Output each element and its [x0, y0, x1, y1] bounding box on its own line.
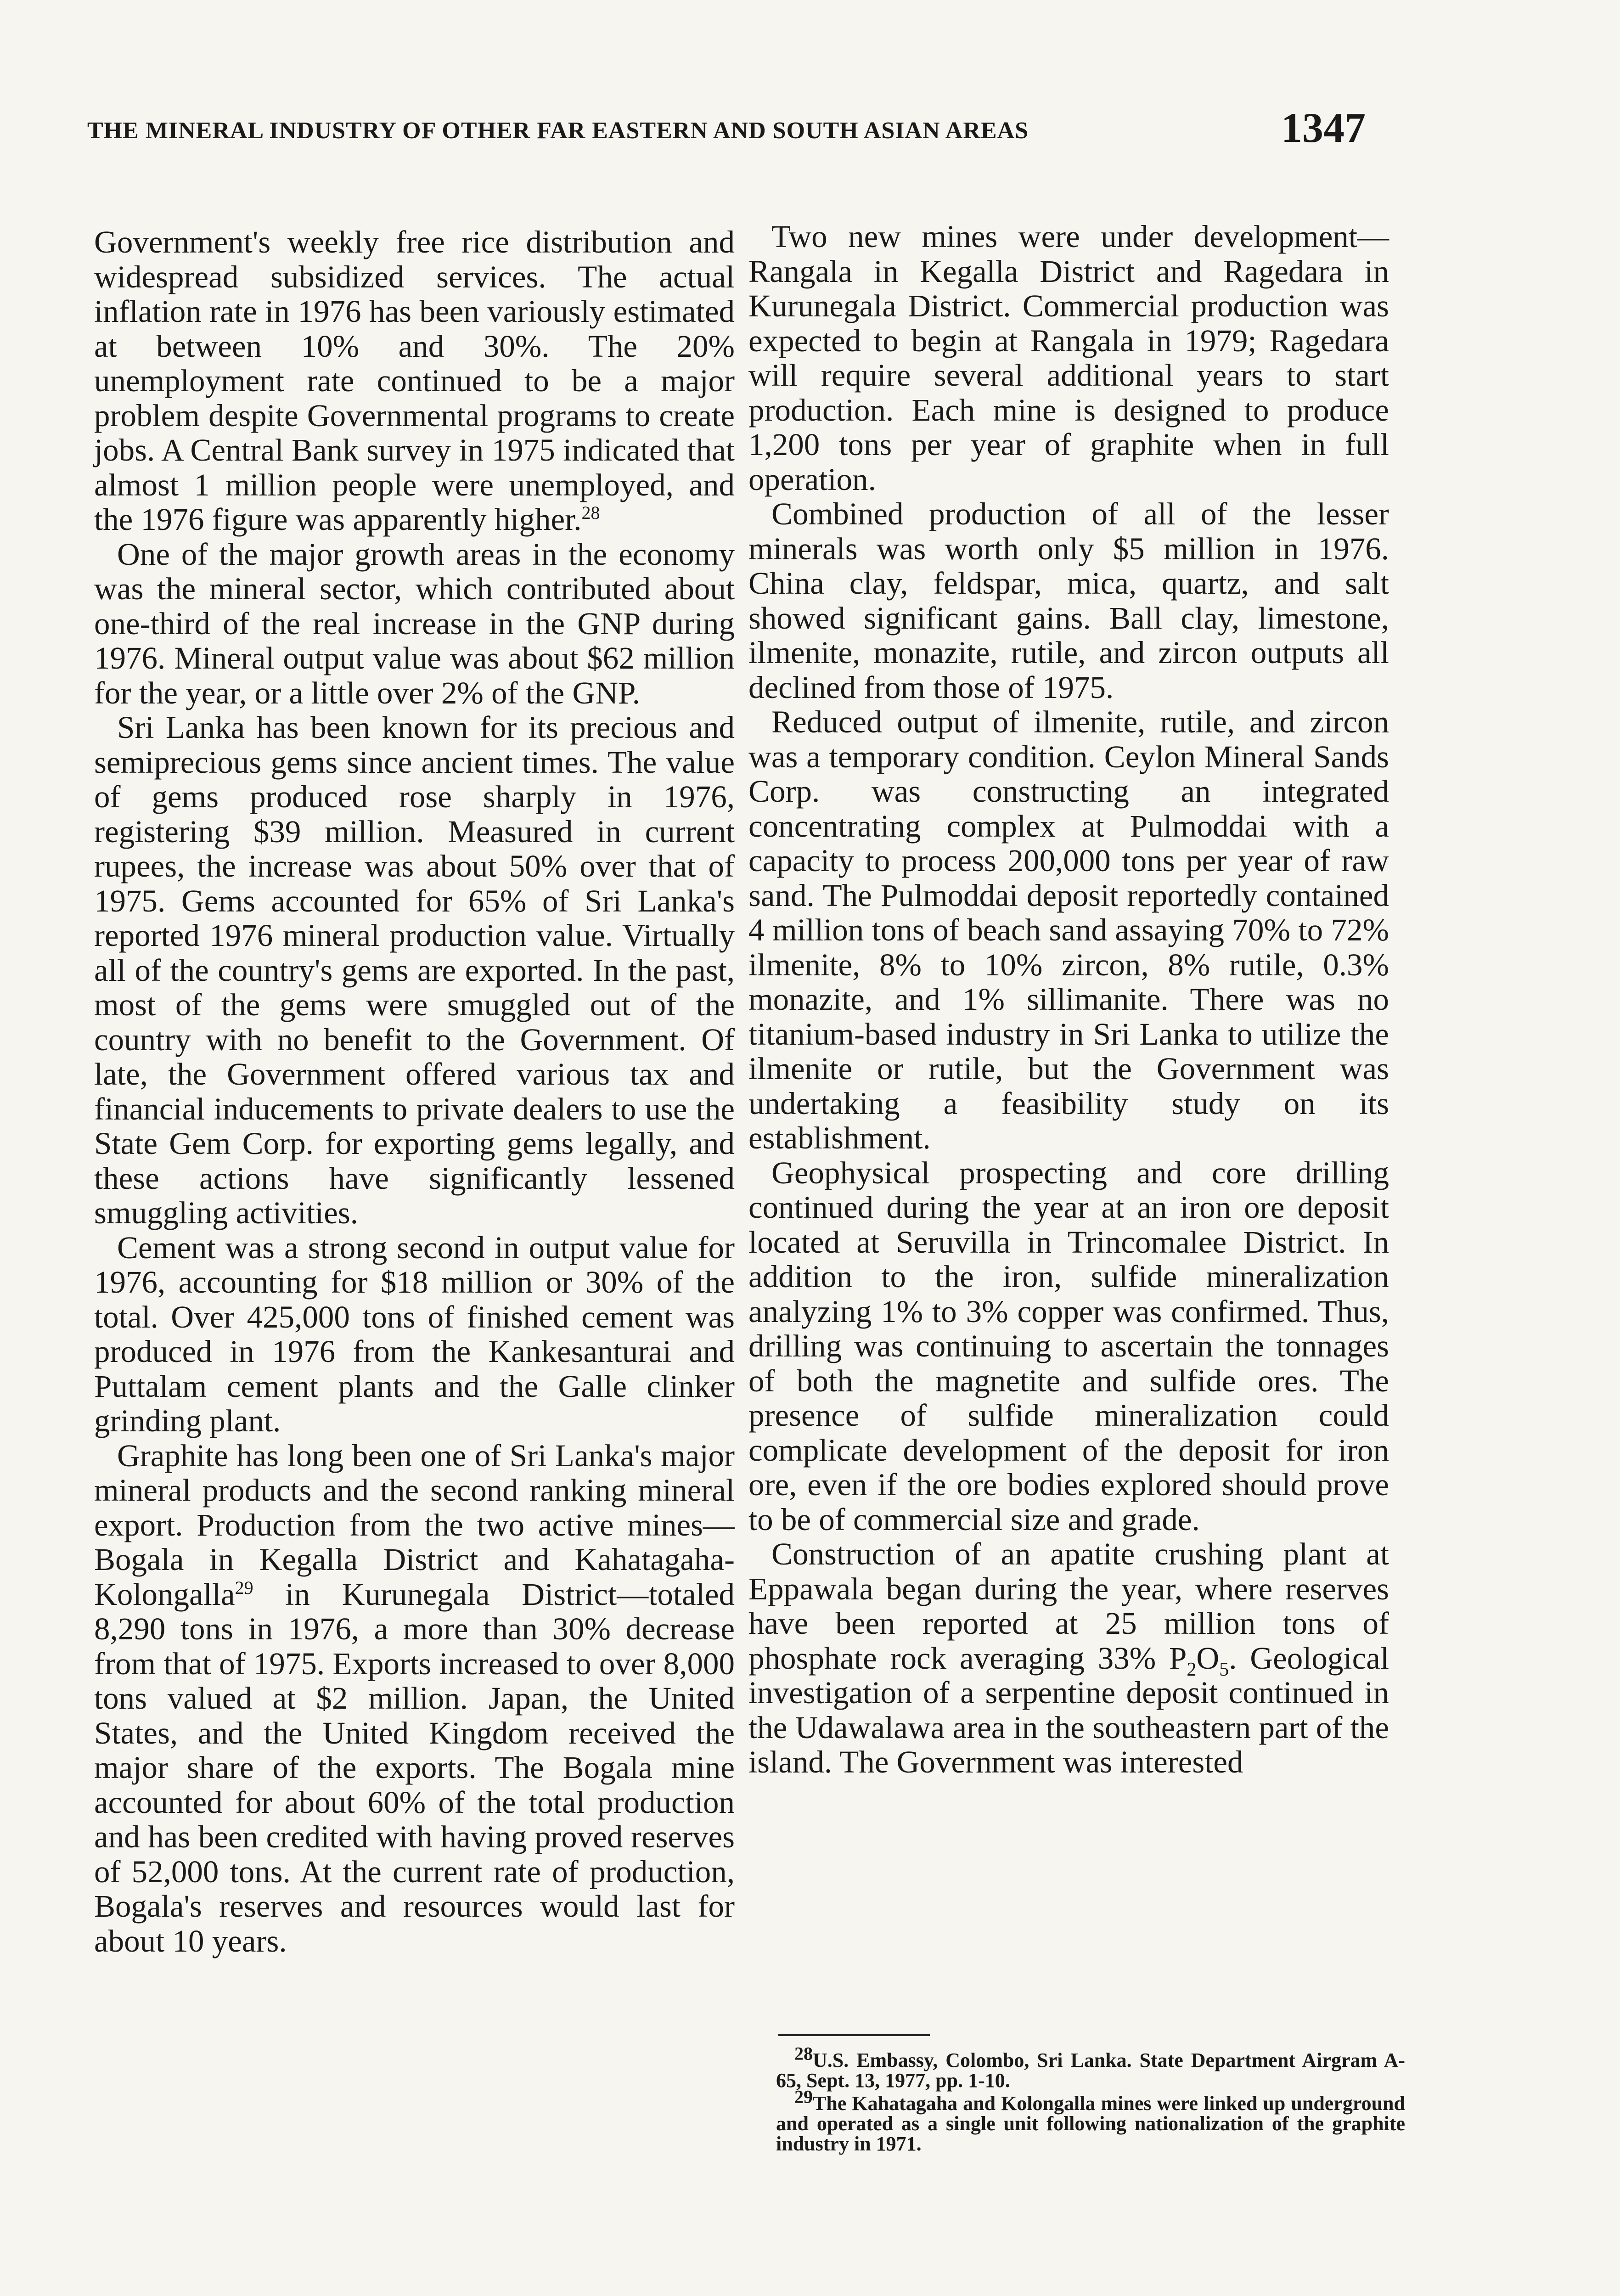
footnote-28 — [776, 2043, 1405, 2092]
footnote-ref-29: 29 — [235, 1577, 253, 1598]
footnote-text: U.S. Embassy, Colombo, Sri Lanka. State Department Airgram A-65, Sept. 13, 1977, pp. 1-10. — [776, 2049, 1405, 2092]
paragraph-text: Graphite has long been one of Sri Lanka's major mineral products and the second ranking mineral export. Production from the two active mines—Bogala in Kegalla District and Kahatagaha-Kolongalla — [94, 1438, 735, 1612]
paragraph-mineral-sands: Reduced output of ilmenite, rutile, and zircon was a temporary condition. Ceylon Mineral Sands Corp. was constructing an integrated concentrating complex at Pulmoddai with a capacity to process 200,000 tons per year of raw sand. The Pulmoddai deposit reportedly contained 4 million tons of beach sand assaying 70% to 72% ilmenite, 8% to 10% zircon, 8% rutile, 0.3% monazite, and 1% sillimanite. There was no titanium-based industry in Sri Lanka to utilize the ilmenite or rutile, but the Government was undertaking a feasibility study on its establishment. — [748, 704, 1389, 1155]
paragraph-cement: Cement was a strong second in output value for 1976, accounting for $18 million or 30% of the total. Over 425,000 tons of finished cement was produced in 1976 from the Kankesanturai and Puttalam cement plants and the Galle clinker grinding plant. — [94, 1230, 735, 1438]
subscript: 2 — [1187, 1659, 1197, 1680]
paragraph-mineral-sector: One of the major growth areas in the economy was the mineral sector, which contributed about one-third of the real increase in the GNP during 1976. Mineral output value was about $62 million for the year, or a little over 2% of the GNP. — [94, 536, 735, 710]
paragraph-inflation — [94, 225, 735, 537]
footnotes — [776, 2043, 1405, 2157]
paragraph-new-mines: Two new mines were under development—Rangala in Kegalla District and Ragedara in Kurunegala District. Commercial production was expected to begin at Rangala in 1979; Ragedara will require several additional years to start production. Each mine is designed to produce 1,200 tons per year of graphite when in full operation. — [748, 219, 1389, 497]
running-head: THE MINERAL INDUSTRY OF OTHER FAR EASTERN AND SOUTH ASIAN AREAS — [87, 118, 1029, 144]
paragraph-text: O — [1196, 1640, 1220, 1676]
paragraph-lesser-minerals: Combined production of all of the lesser minerals was worth only $5 million in 1976. China clay, feldspar, mica, quartz, and salt showed significant gains. Ball clay, limestone, ilmenite, monazite, rutile, and zircon outputs all declined from those of 1975. — [748, 496, 1389, 705]
footnote-marker: 28 — [794, 2043, 813, 2064]
page-number: 1347 — [1281, 104, 1366, 151]
footnote-text: The Kahatagaha and Kolongalla mines were linked up underground and operated as a single unit following nationalization of the graphite industry in 1971. — [776, 2092, 1405, 2155]
right-column — [748, 219, 1389, 1780]
footnote-divider — [778, 2034, 930, 2036]
paragraph-graphite — [94, 1439, 735, 1959]
footnote-marker: 29 — [794, 2086, 813, 2107]
paragraph-gems: Sri Lanka has been known for its precious and semiprecious gems since ancient times. The value of gems produced rose sharply in 1976, registering $39 million. Measured in current rupees, the increase was about 50% over that of 1975. Gems accounted for 65% of Sri Lanka's reported 1976 mineral production value. Virtually all of the country's gems are exported. In the past, most of the gems were smuggled out of the country with no benefit to the Government. Of late, the Government offered various tax and financial inducements to private dealers to use the State Gem Corp. for exporting gems legally, and these actions have significantly lessened smuggling activities. — [94, 710, 735, 1230]
subscript: 5 — [1219, 1659, 1229, 1680]
paragraph-text: Construction of an apatite crushing plant at Eppawala began during the year, where reserves have been reported at 25 million tons of phosphate rock averaging 33% P — [748, 1536, 1389, 1676]
paragraph-text: in Kurunegala District—totaled 8,290 tons in 1976, a more than 30% decrease from that of 1975. Exports increased to over 8,000 tons valued at $2 million. Japan, the United States, and the United Kingdom received the major share of the exports. The Bogala mine accounted for about 60% of the total production and has been credited with having proved reserves of 52,000 tons. At the current rate of production, Bogala's reserves and resources would last for about 10 years. — [94, 1576, 735, 1958]
paragraph-text: Government's weekly free rice distribution and widespread subsidized services. The actual inflation rate in 1976 has been variously estimated at between 10% and 30%. The 20% unemployment rate continued to be a major problem despite Governmental programs to create jobs. A Central Bank survey in 1975 indicated that almost 1 million people were unemployed, and the 1976 figure was apparently higher. — [94, 225, 735, 537]
paragraph-apatite — [748, 1537, 1389, 1780]
footnote-29 — [776, 2086, 1405, 2155]
paragraph-iron-ore: Geophysical prospecting and core drilling continued during the year at an iron ore deposit located at Seruvilla in Trincomalee District. In addition to the iron, sulfide mineralization analyzing 1% to 3% copper was confirmed. Thus, drilling was continuing to ascertain the tonnages of both the magnetite and sulfide ores. The presence of sulfide mineralization could complicate development of the deposit for iron ore, even if the ore bodies explored should prove to be of commercial size and grade. — [748, 1155, 1389, 1537]
left-column — [94, 225, 735, 1958]
paragraph-text: . Geological investigation of a serpentine deposit continued in the Udawalawa area in the southeastern part of the island. The Government was interested — [748, 1640, 1389, 1779]
footnote-ref-28: 28 — [581, 502, 600, 523]
